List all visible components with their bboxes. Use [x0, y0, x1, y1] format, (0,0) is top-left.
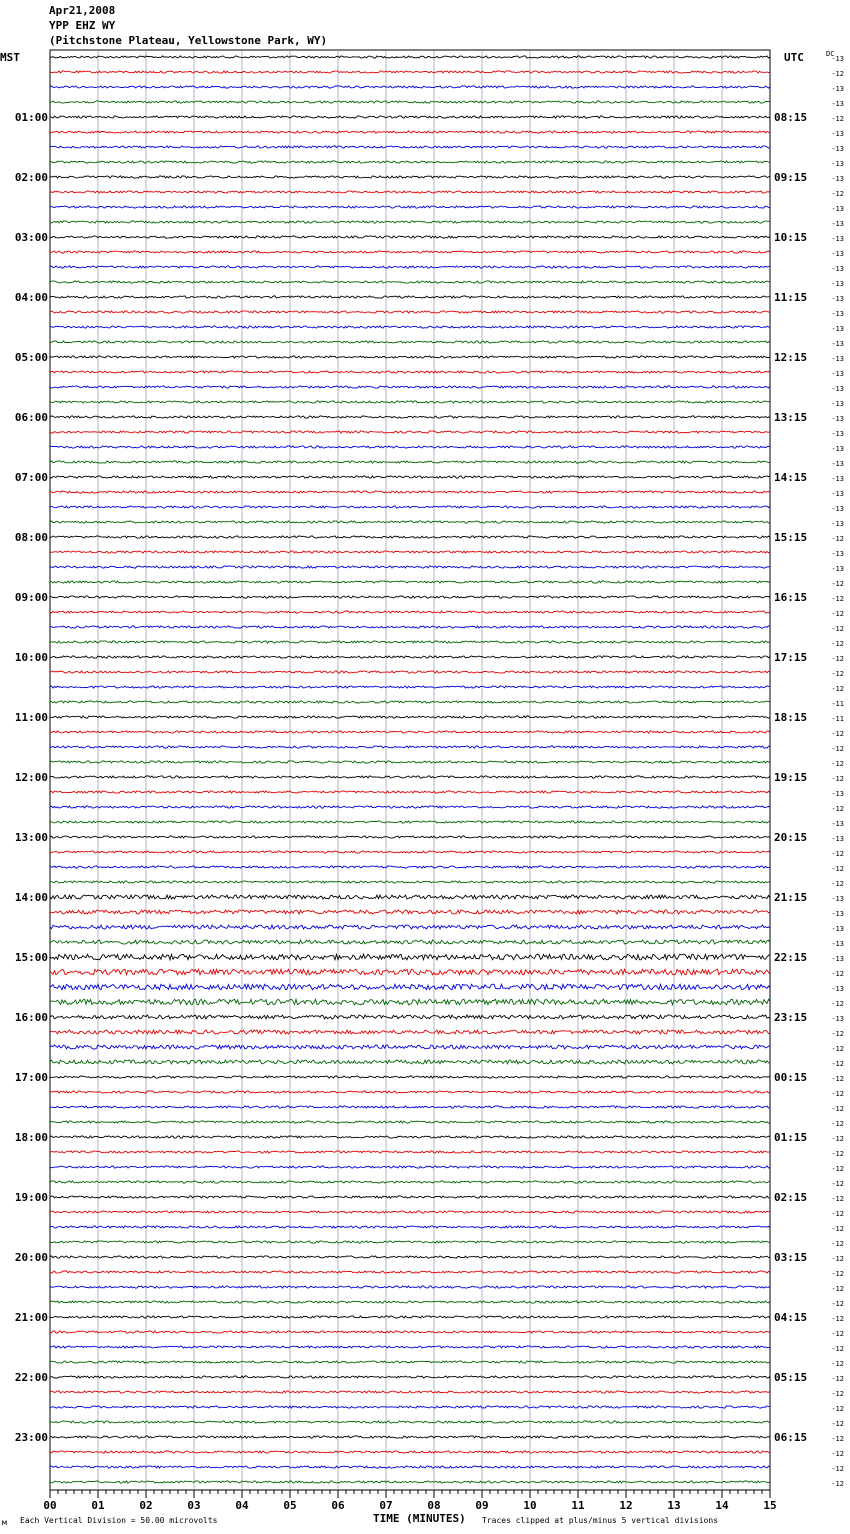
dc-offset-label: -13	[831, 250, 844, 258]
mst-hour-label: 08:00	[14, 531, 48, 544]
trace-line	[50, 1136, 770, 1138]
dc-offset-label: -13	[831, 505, 844, 513]
dc-offset-label: -13	[831, 475, 844, 483]
trace-line	[50, 806, 770, 808]
mst-hour-label: 01:00	[14, 111, 48, 124]
utc-axis-label: UTC	[784, 51, 804, 64]
plot-date: Apr21,2008	[49, 4, 116, 17]
trace-line	[50, 611, 770, 613]
dc-offset-label: -13	[831, 940, 844, 948]
mst-hour-label: 13:00	[14, 831, 48, 844]
dc-offset-label: -13	[831, 100, 844, 108]
dc-offset-label: -12	[831, 1075, 844, 1083]
dc-offset-label: -12	[831, 1480, 844, 1488]
trace-line	[50, 566, 770, 568]
mst-hour-label: 14:00	[14, 891, 48, 904]
trace-line	[50, 1361, 770, 1363]
mst-hour-label: 21:00	[14, 1311, 48, 1324]
utc-hour-label: 21:15	[774, 891, 808, 904]
dc-label: DC	[826, 50, 835, 58]
dc-offset-label: -12	[831, 1165, 844, 1173]
mst-hour-label: 12:00	[14, 771, 48, 784]
dc-offset-label: -13	[831, 175, 844, 183]
trace-line	[50, 221, 770, 223]
trace-line	[50, 776, 770, 778]
dc-offset-label: -13	[831, 910, 844, 918]
dc-offset-label: -12	[831, 670, 844, 678]
trace-line	[50, 1015, 770, 1019]
x-tick-label: 07	[379, 1499, 393, 1512]
utc-hour-label: 20:15	[774, 831, 808, 844]
trace-line	[50, 281, 770, 283]
dc-offset-label: -12	[831, 745, 844, 753]
trace-line	[50, 581, 770, 583]
mst-hour-label: 07:00	[14, 471, 48, 484]
dc-offset-label: -12	[831, 730, 844, 738]
dc-offset-label: -13	[831, 460, 844, 468]
trace-line	[50, 866, 770, 868]
utc-hour-label: 08:15	[774, 111, 808, 124]
mst-axis-label: MST	[0, 51, 20, 64]
x-tick-label: 14	[715, 1499, 729, 1512]
trace-line	[50, 821, 770, 823]
x-tick-label: 15	[763, 1499, 777, 1512]
dc-offset-label: -13	[831, 85, 844, 93]
trace-line	[50, 1060, 770, 1064]
trace-line	[50, 716, 770, 718]
trace-line	[50, 836, 770, 838]
utc-hour-label: 15:15	[774, 531, 808, 544]
trace-line	[50, 236, 770, 238]
dc-offset-label: -12	[831, 580, 844, 588]
dc-offset-label: -12	[831, 1465, 844, 1473]
dc-offset-label: -12	[831, 1045, 844, 1053]
trace-line	[50, 536, 770, 538]
trace-line	[50, 984, 770, 990]
trace-line	[50, 176, 770, 178]
trace-line	[50, 1226, 770, 1228]
trace-line	[50, 116, 770, 118]
dc-offset-label: -13	[831, 385, 844, 393]
trace-line	[50, 895, 770, 899]
trace-line	[50, 1271, 770, 1273]
x-tick-label: 03	[187, 1499, 201, 1512]
dc-offset-label: -12	[831, 1090, 844, 1098]
mst-hour-label: 19:00	[14, 1191, 48, 1204]
trace-line	[50, 461, 770, 463]
utc-hour-label: 19:15	[774, 771, 808, 784]
trace-line	[50, 506, 770, 508]
trace-line	[50, 311, 770, 313]
x-tick-label: 13	[667, 1499, 681, 1512]
dc-offset-label: -12	[831, 1435, 844, 1443]
dc-offset-label: -12	[831, 1150, 844, 1158]
trace-line	[50, 791, 770, 793]
trace-line	[50, 356, 770, 358]
trace-line	[50, 191, 770, 193]
trace-line	[50, 266, 770, 268]
dc-offset-label: -12	[831, 865, 844, 873]
trace-line	[50, 1166, 770, 1168]
x-tick-label: 05	[283, 1499, 297, 1512]
mst-hour-label: 02:00	[14, 171, 48, 184]
trace-line	[50, 206, 770, 208]
dc-offset-label: -12	[831, 970, 844, 978]
mst-hour-label: 23:00	[14, 1431, 48, 1444]
trace-line	[50, 641, 770, 643]
dc-offset-label: -12	[831, 1060, 844, 1068]
dc-offset-label: -12	[831, 1390, 844, 1398]
trace-line	[50, 401, 770, 403]
trace-line	[50, 761, 770, 763]
dc-offset-label: -13	[831, 925, 844, 933]
trace-line	[50, 371, 770, 373]
dc-offset-label: -11	[831, 700, 844, 708]
utc-hour-label: 09:15	[774, 171, 808, 184]
trace-line	[50, 626, 770, 628]
mst-hour-label: 16:00	[14, 1011, 48, 1024]
trace-line	[50, 1481, 770, 1483]
dc-offset-label: -12	[831, 1225, 844, 1233]
dc-offset-label: -12	[831, 1300, 844, 1308]
trace-line	[50, 1376, 770, 1378]
station-location: (Pitchstone Plateau, Yellowstone Park, WY)	[49, 34, 328, 47]
dc-offset-label: -13	[831, 325, 844, 333]
dc-offset-label: -12	[831, 775, 844, 783]
trace-line	[50, 341, 770, 343]
dc-offset-label: -12	[831, 115, 844, 123]
dc-offset-label: -13	[831, 985, 844, 993]
mst-hour-label: 22:00	[14, 1371, 48, 1384]
dc-offset-label: -12	[831, 595, 844, 603]
dc-offset-label: -13	[831, 400, 844, 408]
trace-line	[50, 1391, 770, 1393]
mst-hour-label: 05:00	[14, 351, 48, 364]
dc-offset-label: -12	[831, 1180, 844, 1188]
dc-offset-label: -12	[831, 1270, 844, 1278]
dc-offset-label: -13	[831, 310, 844, 318]
station-code: YPP EHZ WY	[49, 19, 116, 32]
trace-line	[50, 491, 770, 493]
mst-hour-label: 18:00	[14, 1131, 48, 1144]
mst-hour-label: 06:00	[14, 411, 48, 424]
trace-line	[50, 1316, 770, 1318]
dc-offset-label: -13	[831, 340, 844, 348]
trace-line	[50, 1151, 770, 1153]
dc-offset-label: -12	[831, 850, 844, 858]
dc-offset-label: -13	[831, 565, 844, 573]
trace-line	[50, 1076, 770, 1078]
dc-offset-label: -13	[831, 430, 844, 438]
dc-offset-label: -13	[831, 220, 844, 228]
trace-line	[50, 551, 770, 553]
x-tick-label: 10	[523, 1499, 537, 1512]
dc-offset-label: -12	[831, 1000, 844, 1008]
dc-offset-label: -13	[831, 550, 844, 558]
dc-offset-label: -13	[831, 130, 844, 138]
dc-offset-label: -13	[831, 490, 844, 498]
trace-line	[50, 1436, 770, 1438]
x-tick-label: 11	[571, 1499, 585, 1512]
trace-line	[50, 1286, 770, 1288]
utc-hour-label: 10:15	[774, 231, 808, 244]
dc-offset-label: -13	[831, 955, 844, 963]
dc-offset-label: -12	[831, 1195, 844, 1203]
x-axis-title: TIME (MINUTES)	[373, 1512, 466, 1525]
trace-line	[50, 416, 770, 418]
dc-offset-label: -11	[831, 715, 844, 723]
mst-hour-label: 10:00	[14, 651, 48, 664]
trace-line	[50, 1196, 770, 1198]
utc-hour-label: 11:15	[774, 291, 808, 304]
trace-line	[50, 1346, 770, 1348]
dc-offset-label: -13	[831, 1015, 844, 1023]
x-tick-label: 01	[91, 1499, 105, 1512]
dc-offset-label: -12	[831, 1030, 844, 1038]
trace-line	[50, 671, 770, 673]
trace-line	[50, 386, 770, 388]
trace-line	[50, 999, 770, 1005]
dc-offset-label: -12	[831, 1405, 844, 1413]
trace-line	[50, 1211, 770, 1213]
trace-line	[50, 746, 770, 748]
footer-mark: м	[2, 1518, 7, 1527]
dc-offset-label: -13	[831, 205, 844, 213]
trace-line	[50, 1091, 770, 1093]
trace-line	[50, 131, 770, 133]
trace-line	[50, 1301, 770, 1303]
dc-offset-label: -12	[831, 1315, 844, 1323]
trace-line	[50, 1466, 770, 1468]
trace-line	[50, 1181, 770, 1183]
trace-line	[50, 101, 770, 103]
utc-hour-label: 05:15	[774, 1371, 808, 1384]
utc-hour-label: 18:15	[774, 711, 808, 724]
utc-hour-label: 01:15	[774, 1131, 808, 1144]
dc-offset-label: -12	[831, 1345, 844, 1353]
trace-line	[50, 326, 770, 328]
mst-hour-label: 04:00	[14, 291, 48, 304]
dc-offset-label: -13	[831, 835, 844, 843]
trace-line	[50, 1256, 770, 1258]
trace-line	[50, 701, 770, 703]
trace-line	[50, 161, 770, 163]
dc-offset-label: -12	[831, 625, 844, 633]
dc-offset-label: -12	[831, 1255, 844, 1263]
trace-line	[50, 476, 770, 478]
x-tick-label: 04	[235, 1499, 249, 1512]
dc-offset-label: -12	[831, 70, 844, 78]
dc-offset-label: -13	[831, 55, 844, 63]
utc-hour-label: 22:15	[774, 951, 808, 964]
trace-line	[50, 881, 770, 883]
trace-line	[50, 431, 770, 433]
dc-offset-label: -13	[831, 145, 844, 153]
trace-line	[50, 1421, 770, 1423]
dc-offset-label: -12	[831, 1210, 844, 1218]
trace-line	[50, 446, 770, 448]
dc-offset-label: -13	[831, 370, 844, 378]
trace-line	[50, 521, 770, 523]
dc-offset-label: -13	[831, 520, 844, 528]
dc-offset-label: -13	[831, 280, 844, 288]
dc-offset-label: -13	[831, 415, 844, 423]
utc-hour-label: 06:15	[774, 1431, 808, 1444]
utc-hour-label: 14:15	[774, 471, 808, 484]
dc-offset-label: -12	[831, 535, 844, 543]
trace-line	[50, 596, 770, 598]
trace-line	[50, 1406, 770, 1408]
trace-line	[50, 86, 770, 88]
utc-hour-label: 04:15	[774, 1311, 808, 1324]
trace-line	[50, 1121, 770, 1123]
trace-line	[50, 1451, 770, 1453]
clip-note: Traces clipped at plus/minus 5 vertical divisions	[482, 1516, 719, 1525]
trace-line	[50, 56, 770, 58]
mst-hour-label: 17:00	[14, 1071, 48, 1084]
utc-hour-label: 03:15	[774, 1251, 808, 1264]
dc-offset-label: -13	[831, 160, 844, 168]
utc-hour-label: 00:15	[774, 1071, 808, 1084]
dc-offset-label: -13	[831, 895, 844, 903]
dc-offset-label: -12	[831, 760, 844, 768]
x-tick-label: 09	[475, 1499, 489, 1512]
trace-line	[50, 969, 770, 975]
dc-offset-label: -12	[831, 1105, 844, 1113]
dc-offset-label: -13	[831, 355, 844, 363]
dc-offset-label: -12	[831, 1420, 844, 1428]
trace-line	[50, 686, 770, 688]
mst-hour-label: 20:00	[14, 1251, 48, 1264]
trace-line	[50, 925, 770, 929]
dc-offset-label: -13	[831, 790, 844, 798]
mst-hour-label: 03:00	[14, 231, 48, 244]
dc-offset-label: -12	[831, 880, 844, 888]
dc-offset-label: -12	[831, 1450, 844, 1458]
utc-hour-label: 12:15	[774, 351, 808, 364]
trace-line	[50, 296, 770, 298]
mst-hour-label: 09:00	[14, 591, 48, 604]
trace-line	[50, 1331, 770, 1333]
trace-line	[50, 731, 770, 733]
utc-hour-label: 16:15	[774, 591, 808, 604]
trace-line	[50, 1241, 770, 1243]
dc-offset-label: -13	[831, 295, 844, 303]
utc-hour-label: 17:15	[774, 651, 808, 664]
dc-offset-label: -12	[831, 805, 844, 813]
dc-offset-label: -13	[831, 265, 844, 273]
trace-line	[50, 851, 770, 853]
dc-offset-label: -13	[831, 235, 844, 243]
dc-offset-label: -12	[831, 1135, 844, 1143]
x-tick-label: 12	[619, 1499, 633, 1512]
dc-offset-label: -12	[831, 610, 844, 618]
utc-hour-label: 02:15	[774, 1191, 808, 1204]
trace-line	[50, 1106, 770, 1108]
utc-hour-label: 23:15	[774, 1011, 808, 1024]
dc-offset-label: -13	[831, 445, 844, 453]
trace-line	[50, 146, 770, 148]
dc-offset-label: -12	[831, 1330, 844, 1338]
dc-offset-label: -12	[831, 1120, 844, 1128]
mst-hour-label: 11:00	[14, 711, 48, 724]
dc-offset-label: -12	[831, 1240, 844, 1248]
dc-offset-label: -13	[831, 820, 844, 828]
dc-offset-label: -12	[831, 190, 844, 198]
dc-offset-label: -12	[831, 1285, 844, 1293]
trace-line	[50, 71, 770, 73]
mst-hour-label: 15:00	[14, 951, 48, 964]
trace-line	[50, 954, 770, 960]
dc-offset-label: -12	[831, 1360, 844, 1368]
trace-line	[50, 1030, 770, 1034]
trace-line	[50, 940, 770, 944]
x-tick-label: 06	[331, 1499, 345, 1512]
scale-note: Each Vertical Division = 50.00 microvolts	[20, 1516, 218, 1525]
x-tick-label: 02	[139, 1499, 153, 1512]
dc-offset-label: -12	[831, 640, 844, 648]
x-tick-label: 00	[43, 1499, 57, 1512]
utc-hour-label: 13:15	[774, 411, 808, 424]
x-tick-label: 08	[427, 1499, 441, 1512]
trace-line	[50, 910, 770, 914]
dc-offset-label: -12	[831, 685, 844, 693]
dc-offset-label: -12	[831, 1375, 844, 1383]
trace-line	[50, 1045, 770, 1049]
dc-offset-label: -12	[831, 655, 844, 663]
trace-line	[50, 656, 770, 658]
trace-line	[50, 251, 770, 253]
